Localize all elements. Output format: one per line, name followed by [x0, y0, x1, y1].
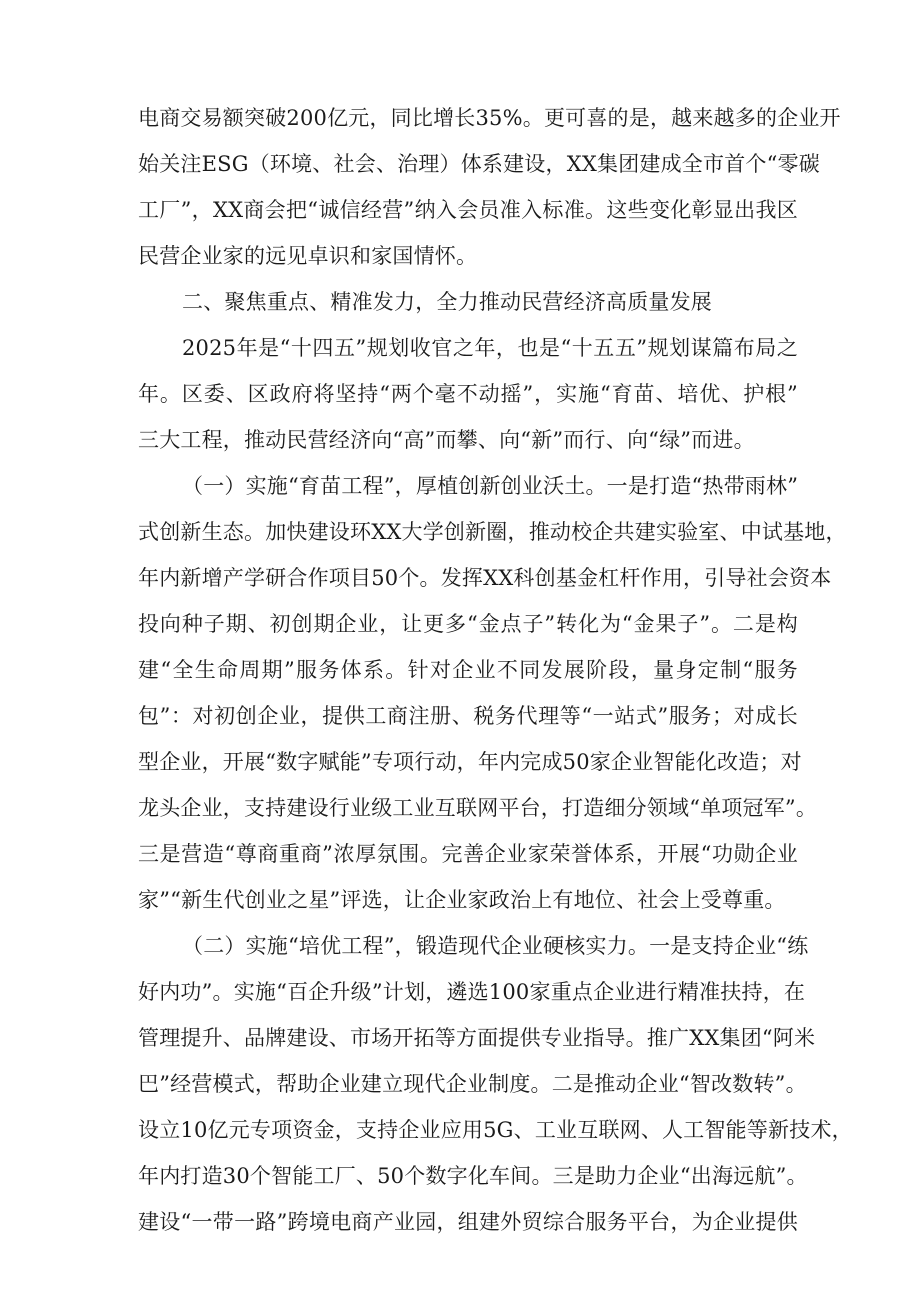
text-line: 设立10亿元专项资金，支持企业应用5G、工业互联网、人工智能等新技术，: [138, 1118, 853, 1142]
text-line: 年内打造30个智能工厂、50个数字化车间。三是助力企业“出海远航”。: [138, 1164, 808, 1188]
text-line: 好内功”。实施“百企升级”计划，遴选100家重点企业进行精准扶持，在: [138, 980, 806, 1004]
text-line: 年。区委、区政府将坚持“两个毫不动摇”，实施“育苗、培优、护根”: [138, 382, 798, 406]
text-line: 工厂”，XX商会把“诚信经营”纳入会员准入标准。这些变化彰显出我区: [138, 198, 798, 222]
text-line: （一）实施“育苗工程”，厚植创新创业沃土。一是打造“热带雨林”: [182, 474, 799, 498]
text-line: 电商交易额突破200亿元，同比增长35%。更可喜的是，越来越多的企业开: [138, 106, 841, 130]
text-line: 式创新生态。加快建设环XX大学创新圈，推动校企共建实验室、中试基地，: [138, 520, 847, 544]
text-line: 始关注ESG（环境、社会、治理）体系建设，XX集团建成全市首个“零碳: [138, 152, 820, 176]
text-line: （二）实施“培优工程”，锻造现代企业硬核实力。一是支持企业“练: [182, 934, 809, 958]
text-line: 年内新增产学研合作项目50个。发挥XX科创基金杠杆作用，引导社会资本: [138, 566, 832, 590]
text-line: 建设“一带一路”跨境电商产业园，组建外贸综合服务平台，为企业提供: [138, 1210, 798, 1234]
text-line: 2025年是“十四五”规划收官之年，也是“十五五”规划谋篇布局之: [182, 336, 798, 360]
text-line: 投向种子期、初创期企业，让更多“金点子”转化为“金果子”。二是构: [138, 612, 798, 636]
text-line: 家”“新生代创业之星”评选，让企业家政治上有地位、社会上受尊重。: [138, 888, 786, 912]
text-line: 建“全生命周期”服务体系。针对企业不同发展阶段，量身定制“服务: [138, 658, 798, 682]
text-line: 包”：对初创企业，提供工商注册、税务代理等“一站式”服务；对成长: [138, 704, 798, 728]
text-line: 型企业，开展“数字赋能”专项行动，年内完成50家企业智能化改造；对: [138, 750, 802, 774]
text-line: 龙头企业，支持建设行业级工业互联网平台，打造细分领域“单项冠军”。: [138, 796, 818, 820]
text-line: 三是营造“尊商重商”浓厚氛围。完善企业家荣誉体系，开展“功勋企业: [138, 842, 798, 866]
text-line: 三大工程，推动民营经济向“高”而攀、向“新”而行、向“绿”而进。: [138, 428, 755, 452]
text-line: 民营企业家的远见卓识和家国情怀。: [138, 244, 478, 268]
section-heading: 二、聚焦重点、精准发力，全力推动民营经济高质量发展: [182, 290, 712, 314]
text-line: 管理提升、品牌建设、市场开拓等方面提供专业指导。推广XX集团“阿米: [138, 1026, 816, 1050]
text-line: 巴”经营模式，帮助企业建立现代企业制度。二是推动企业“智改数转”。: [138, 1072, 807, 1096]
